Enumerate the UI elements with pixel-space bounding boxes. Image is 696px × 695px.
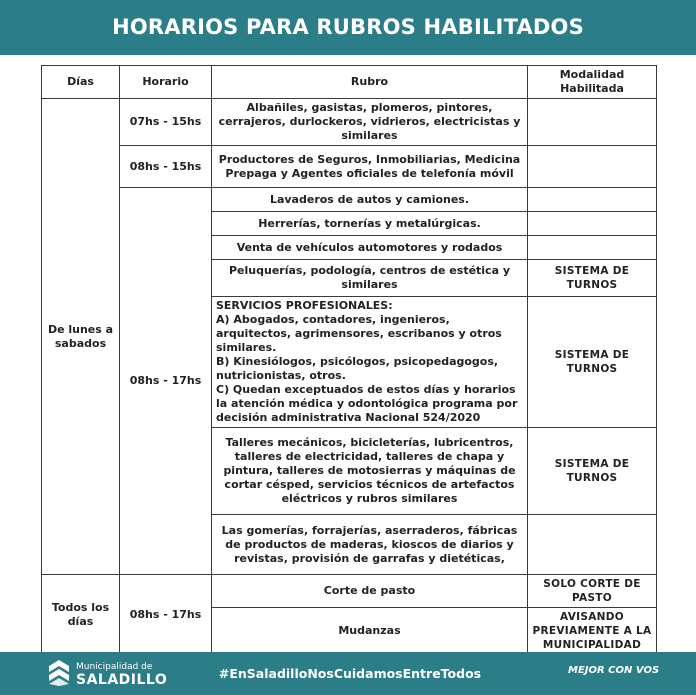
rubro-cell: Albañiles, gasistas, plomeros, pintores, cerrajeros, durlockeros, vidrieros, electricistas y similares <box>212 99 528 146</box>
municipality-label: Municipalidad de <box>76 662 153 672</box>
table-row <box>42 188 657 212</box>
modalidad-cell <box>528 146 657 188</box>
municipal-logo-icon <box>48 659 70 687</box>
modalidad-cell <box>528 236 657 260</box>
col-header-dias: Días <box>42 66 120 99</box>
dias-cell: De lunes a sabados <box>42 99 120 575</box>
schedule-table-container <box>41 65 656 655</box>
modalidad-cell: SISTEMA DE TURNOS <box>528 260 657 297</box>
servicios-item-b: B) Kinesiólogos, psicólogos, psicopedagogos, nutricionistas, otros. <box>216 355 499 382</box>
table-row <box>42 575 657 608</box>
rubro-cell: Venta de vehículos automotores y rodados <box>212 236 528 260</box>
modalidad-cell <box>528 188 657 212</box>
modalidad-cell <box>528 515 657 575</box>
table-header-row <box>42 66 657 99</box>
slogan: MEJOR CON VOS <box>568 665 660 676</box>
rubro-cell: Las gomerías, forrajerías, aserraderos, fábricas de productos de maderas, kioscos de diarios y revistas, provisión de garrafas y dietéticas, <box>212 515 528 575</box>
dias-cell: Todos los días <box>42 575 120 655</box>
modalidad-cell: SISTEMA DE TURNOS <box>528 297 657 428</box>
horario-cell: 08hs - 17hs <box>120 575 212 655</box>
col-header-modalidad: Modalidad Habilitada <box>528 66 657 99</box>
horario-cell: 08hs - 17hs <box>120 188 212 575</box>
horario-cell: 08hs - 15hs <box>120 146 212 188</box>
header-banner <box>0 0 696 55</box>
municipality-name: SALADILLO <box>76 672 168 688</box>
servicios-item-c: C) Quedan exceptuados de estos días y horarios la atención médica y odontológica programa por decisión administrativa Nacional 524/2020 <box>216 383 518 424</box>
schedule-table <box>41 65 657 655</box>
campaign-hashtag: #EnSaladilloNosCuidamosEntreTodos <box>218 666 482 681</box>
modalidad-cell <box>528 212 657 236</box>
footer-banner <box>0 652 696 695</box>
modalidad-cell: SOLO CORTE DE PASTO <box>528 575 657 608</box>
table-row <box>42 99 657 146</box>
modalidad-cell: AVISANDO PREVIAMENTE A LA MUNICIPALIDAD <box>528 608 657 655</box>
modalidad-cell <box>528 99 657 146</box>
rubro-cell: Lavaderos de autos y camiones. <box>212 188 528 212</box>
rubro-cell: Talleres mecánicos, bicicleterías, lubricentros, talleres de electricidad, talleres de chapa y pintura, talleres de motosierras y máquinas de cortar césped, servicios técnicos de artefactos eléctricos y rubros similares <box>212 428 528 515</box>
table-row <box>42 146 657 188</box>
modalidad-cell: SISTEMA DE TURNOS <box>528 428 657 515</box>
rubro-cell-servicios <box>212 297 528 428</box>
horario-cell: 07hs - 15hs <box>120 99 212 146</box>
rubro-cell: Herrerías, tornerías y metalúrgicas. <box>212 212 528 236</box>
rubro-cell: Peluquerías, podología, centros de estética y similares <box>212 260 528 297</box>
col-header-rubro: Rubro <box>212 66 528 99</box>
rubro-cell: Corte de pasto <box>212 575 528 608</box>
rubro-cell: Mudanzas <box>212 608 528 655</box>
servicios-heading: SERVICIOS PROFESIONALES: <box>216 299 393 312</box>
page-title: HORARIOS PARA RUBROS HABILITADOS <box>112 15 584 39</box>
rubro-cell: Productores de Seguros, Inmobiliarias, Medicina Prepaga y Agentes oficiales de telefonía móvil <box>212 146 528 188</box>
col-header-horario: Horario <box>120 66 212 99</box>
servicios-item-a: A) Abogados, contadores, ingenieros, arquitectos, agrimensores, escribanos y otros similares. <box>216 313 502 354</box>
